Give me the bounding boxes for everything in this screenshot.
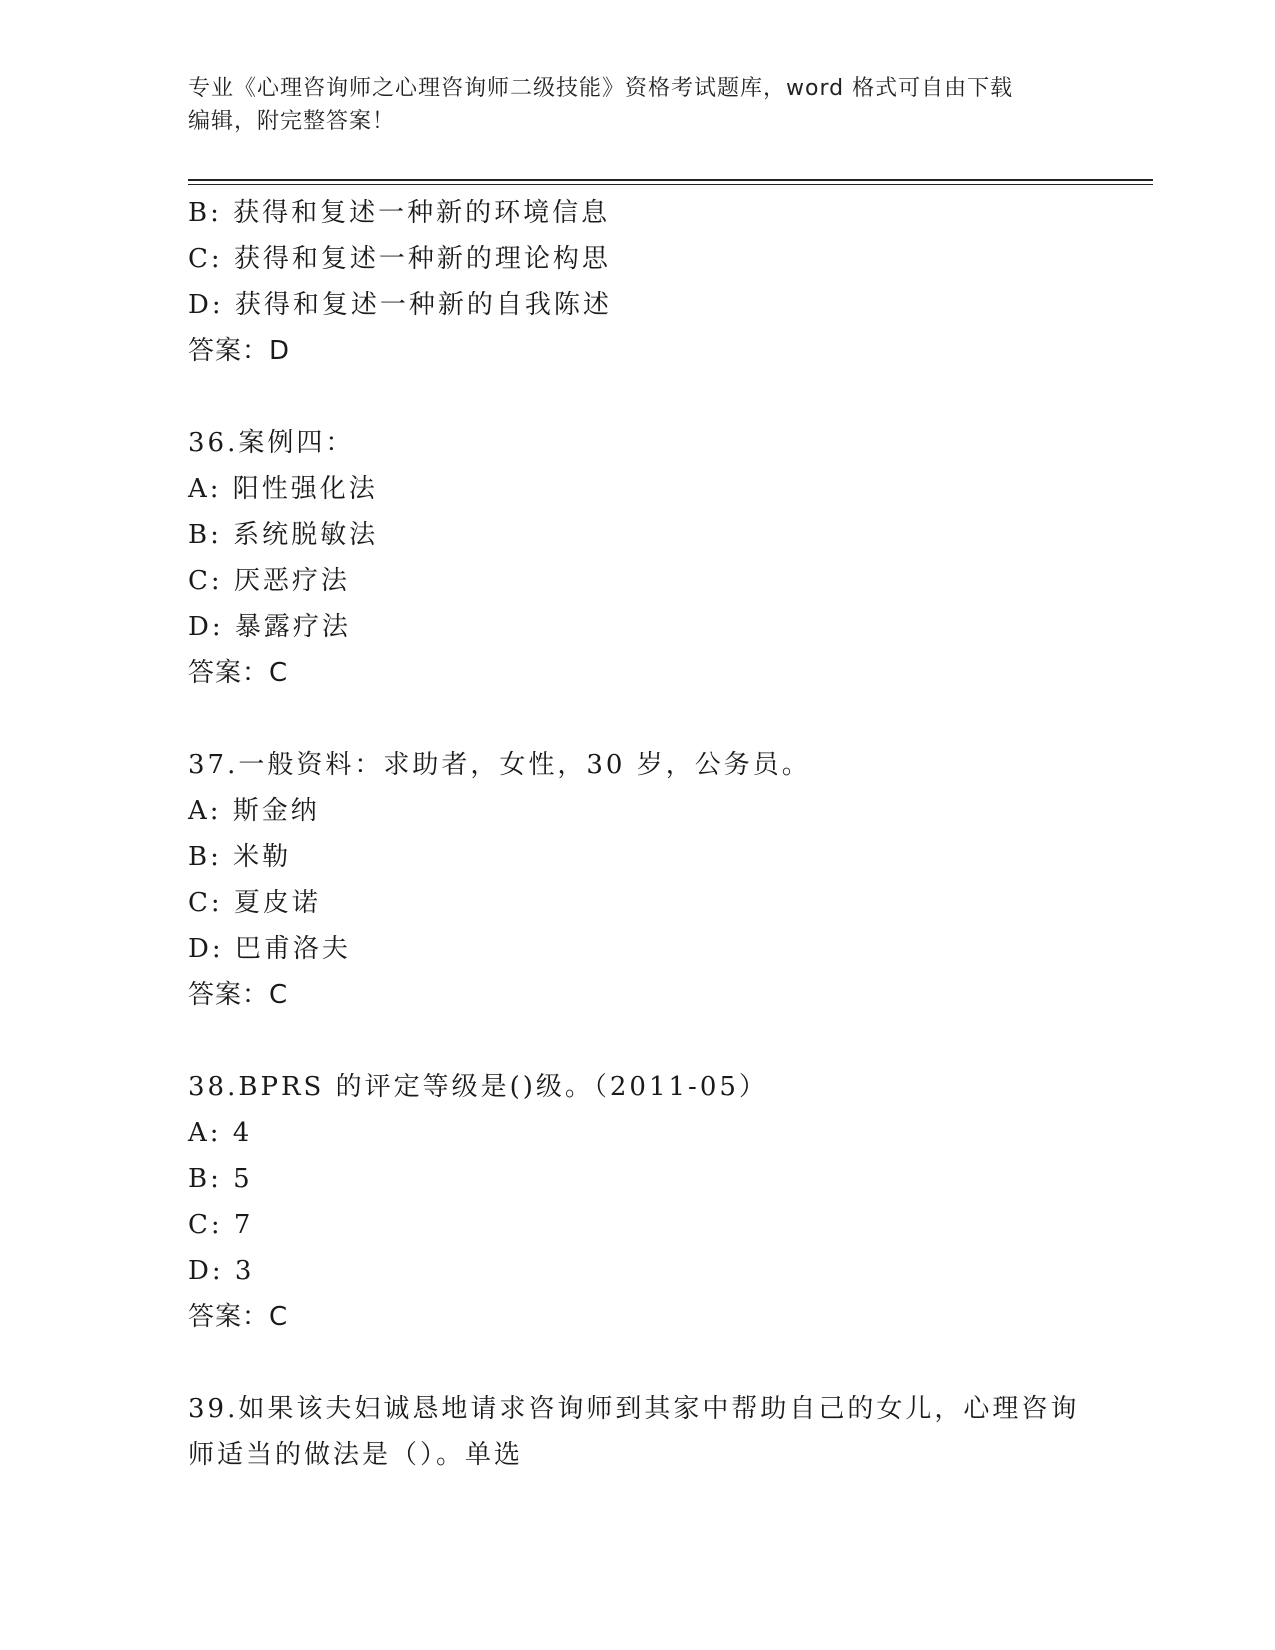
option-b: B: 米勒 — [188, 842, 292, 872]
option-a: A: 阳性强化法 — [188, 474, 378, 504]
option-c: C: 获得和复述一种新的理论构思 — [188, 244, 611, 274]
question-39 — [188, 1386, 1108, 1478]
header-divider-thick — [188, 179, 1153, 181]
option-b: B: 系统脱敏法 — [188, 520, 379, 550]
question-35 — [188, 190, 1108, 374]
question-38 — [188, 1064, 1108, 1340]
option-d: D: 暴露疗法 — [188, 612, 351, 642]
option-c: C: 夏皮诺 — [188, 888, 321, 918]
question-list — [188, 190, 1108, 1478]
header-line-2: 编辑，附完整答案！ — [188, 109, 396, 134]
option-d: D: 巴甫洛夫 — [188, 934, 351, 964]
option-c: C: 厌恶疗法 — [188, 566, 350, 596]
question-37 — [188, 742, 1108, 1018]
answer-label: 答案：C — [188, 658, 289, 688]
option-c: C: 7 — [188, 1210, 254, 1240]
question-36 — [188, 420, 1108, 696]
option-b: B: 5 — [188, 1164, 253, 1194]
question-text: 36.案例四： — [188, 428, 355, 458]
option-d: D: 3 — [188, 1256, 255, 1286]
question-text: 39.如果该夫妇诚恳地请求咨询师到其家中帮助自己的女儿，心理咨询师适当的做法是（）。单选 — [188, 1394, 1080, 1470]
document-header — [188, 72, 1068, 138]
option-a: A: 4 — [188, 1118, 253, 1148]
answer-label: 答案：C — [188, 1302, 289, 1332]
answer-label: 答案：C — [188, 980, 289, 1010]
header-divider-thin — [188, 184, 1153, 185]
answer-label: 答案：D — [188, 336, 291, 366]
option-a: A: 斯金纳 — [188, 796, 320, 826]
question-text: 37.一般资料：求助者，女性，30 岁，公务员。 — [188, 750, 811, 780]
option-d: D: 获得和复述一种新的自我陈述 — [188, 290, 612, 320]
header-line-1: 专业《心理咨询师之心理咨询师二级技能》资格考试题库，word 格式可自由下载 — [188, 76, 1014, 101]
option-b: B: 获得和复述一种新的环境信息 — [188, 198, 611, 228]
question-text: 38.BPRS 的评定等级是()级。（2011-05） — [188, 1072, 768, 1102]
